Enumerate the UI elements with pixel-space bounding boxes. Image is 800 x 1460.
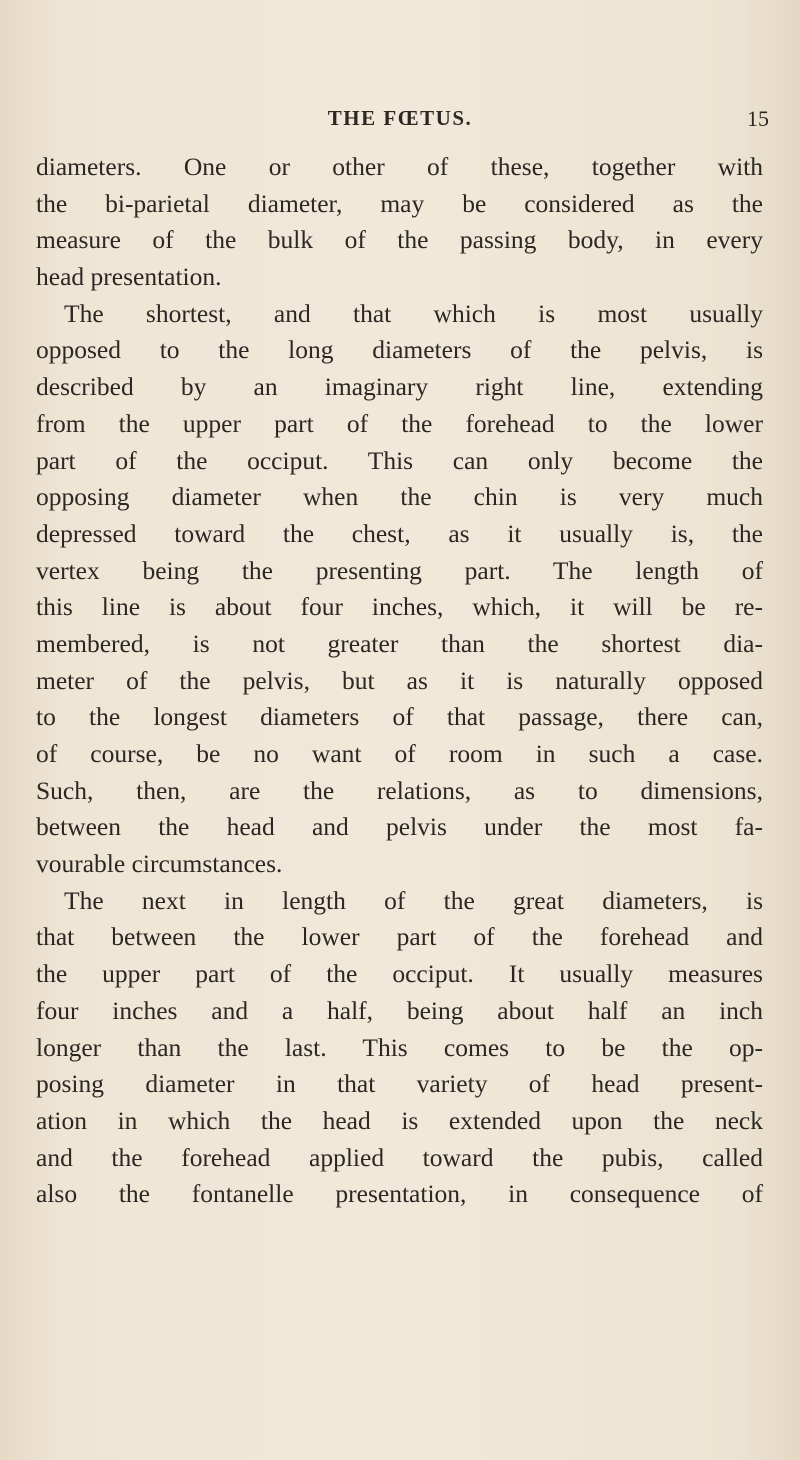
text-line: depressed toward the chest, as it usually is, the <box>36 518 763 548</box>
page-header <box>0 106 800 136</box>
text-line: posing diameter in that variety of head present- <box>36 1069 763 1099</box>
text-line: opposing diameter when the chin is very much <box>36 482 763 512</box>
text-line: Such, then, are the relations, as to dimensions, <box>36 775 763 805</box>
text-line: four inches and a half, being about half an inch <box>36 995 763 1025</box>
text-line: measure of the bulk of the passing body, in every <box>36 225 763 255</box>
text-line: that between the lower part of the forehead and <box>36 922 763 952</box>
text-line: membered, is not greater than the shortest dia- <box>36 628 763 658</box>
text-line: ation in which the head is extended upon the neck <box>36 1105 763 1135</box>
text-line: opposed to the long diameters of the pelvis, is <box>36 335 763 365</box>
text-line: vourable circumstances. <box>36 849 283 879</box>
text-line: head presentation. <box>36 262 222 292</box>
text-line: from the upper part of the forehead to the lower <box>36 408 763 438</box>
text-line: described by an imaginary right line, extending <box>36 372 763 402</box>
text-line: to the longest diameters of that passage, there can, <box>36 702 763 732</box>
text-line: of course, be no want of room in such a case. <box>36 739 763 768</box>
page-number: 15 <box>747 106 769 131</box>
text-line: the upper part of the occiput. It usually measures <box>36 959 763 989</box>
text-line: The shortest, and that which is most usually <box>64 298 763 328</box>
text-line: The next in length of the great diameters, is <box>64 885 763 915</box>
body-text <box>36 149 763 1213</box>
text-line: and the forehead applied toward the pubis, called <box>36 1142 763 1172</box>
text-line: meter of the pelvis, but as it is naturally opposed <box>36 665 763 695</box>
running-title: THE FŒTUS. <box>327 106 473 130</box>
text-line: the bi-parietal diameter, may be considered as the <box>36 188 763 218</box>
text-line: this line is about four inches, which, it will be re- <box>36 592 763 622</box>
text-line: between the head and pelvis under the most fa- <box>36 812 763 842</box>
text-line: vertex being the presenting part. The length of <box>36 555 763 585</box>
text-line: also the fontanelle presentation, in consequence of <box>36 1179 763 1209</box>
text-line: diameters. One or other of these, together with <box>36 152 763 181</box>
text-line: longer than the last. This comes to be the op- <box>36 1032 763 1062</box>
text-line: part of the occiput. This can only become the <box>36 445 763 475</box>
